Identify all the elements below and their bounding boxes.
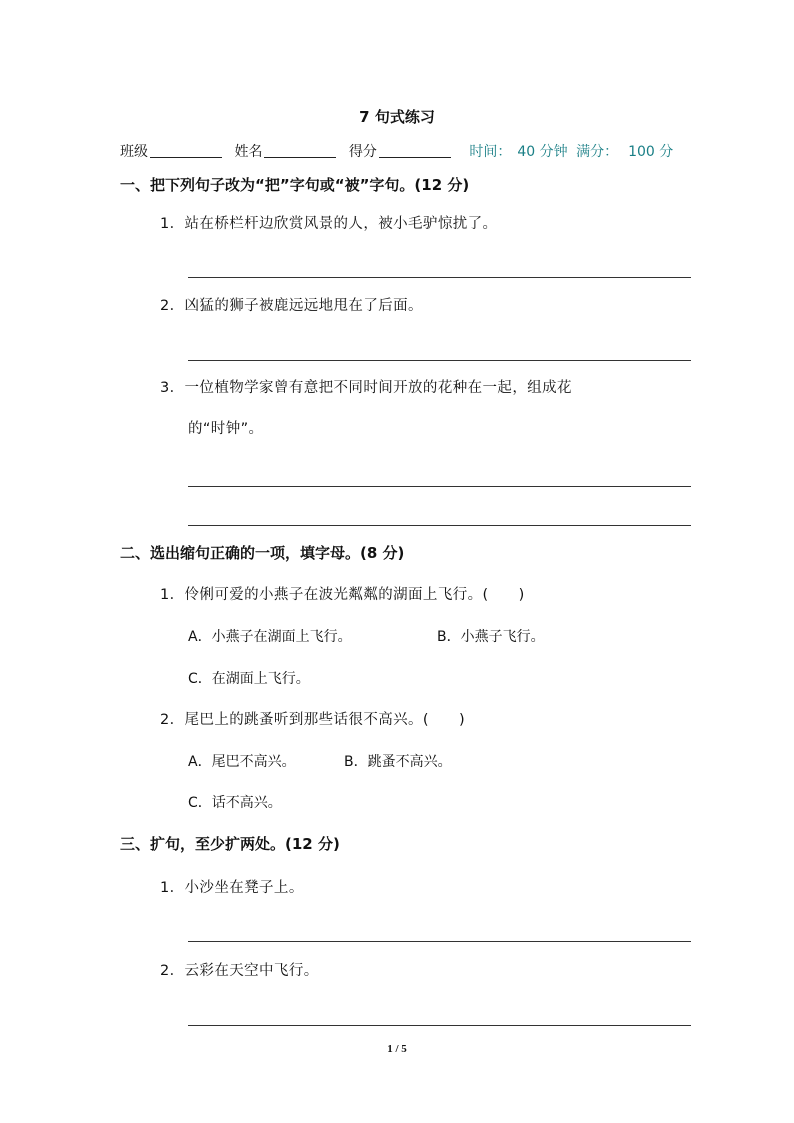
student-info-row xyxy=(120,141,673,161)
s2-q1-option-c: C．在湖面上飞行。 xyxy=(188,671,310,687)
s1-question-3-line1: 3．一位植物学家曾有意把不同时间开放的花种在一起，组成花 xyxy=(160,380,572,396)
s2-q1-option-b: B．小燕子飞行。 xyxy=(437,629,545,645)
s3-question-2: 2．云彩在天空中飞行。 xyxy=(160,963,319,979)
s2-question-2 xyxy=(160,708,465,729)
s2-question-1-close: ) xyxy=(518,587,525,603)
page-number: 1 / 5 xyxy=(387,1043,407,1055)
score-label: 得分 xyxy=(348,144,377,160)
class-blank[interactable] xyxy=(150,143,222,158)
s3-answer-line-2[interactable] xyxy=(188,1025,691,1026)
time-value: 40 分钟 xyxy=(517,144,568,160)
s2-q2-option-a: A．尾巴不高兴。 xyxy=(188,754,296,770)
s2-q1-option-a: A．小燕子在湖面上飞行。 xyxy=(188,629,352,645)
s1-answer-line-3b[interactable] xyxy=(188,525,691,526)
s3-answer-line-1[interactable] xyxy=(188,941,691,942)
s2-q2-option-c: C．话不高兴。 xyxy=(188,795,282,811)
s1-answer-line-2[interactable] xyxy=(188,360,691,361)
s2-question-2-close: ) xyxy=(458,712,466,728)
s3-question-1: 1．小沙坐在凳子上。 xyxy=(160,880,304,896)
s1-answer-line-3a[interactable] xyxy=(188,486,691,487)
s2-q2-option-b: B．跳蚤不高兴。 xyxy=(344,754,452,770)
full-score-value: 100 分 xyxy=(628,144,674,160)
section2-heading: 二、选出缩句正确的一项，填字母。(8 分) xyxy=(120,544,405,562)
score-blank[interactable] xyxy=(379,143,451,158)
time-label: 时间： xyxy=(469,144,512,160)
name-label: 姓名 xyxy=(234,144,263,160)
s2-question-2-text: 2．尾巴上的跳蚤听到那些话很不高兴。( xyxy=(160,712,429,728)
class-label: 班级 xyxy=(120,144,148,160)
s2-question-1 xyxy=(160,583,525,604)
full-score-label: 满分： xyxy=(576,144,619,160)
section1-heading: 一、把下列句子改为“把”字句或“被”字句。(12 分) xyxy=(120,176,470,194)
name-blank[interactable] xyxy=(264,143,336,158)
section3-heading: 三、扩句，至少扩两处。(12 分) xyxy=(120,835,340,853)
s1-question-2: 2．凶猛的狮子被鹿远远地甩在了后面。 xyxy=(160,298,423,314)
page-title: 7 句式练习 xyxy=(359,108,435,126)
s1-answer-line-1[interactable] xyxy=(188,277,691,278)
s1-question-3-line2: 的“时钟”。 xyxy=(188,421,264,437)
s2-question-1-text: 1．伶俐可爱的小燕子在波光粼粼的湖面上飞行。( xyxy=(160,587,489,603)
s1-question-1: 1．站在桥栏杆边欣赏风景的人，被小毛驴惊扰了。 xyxy=(160,216,498,232)
